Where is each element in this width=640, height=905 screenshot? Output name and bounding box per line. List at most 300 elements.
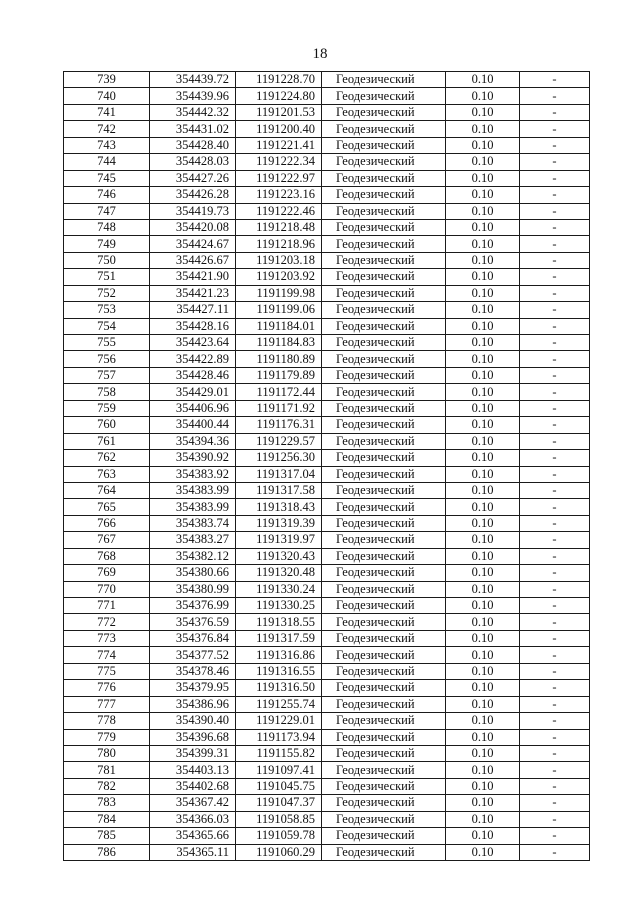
coord-x-cell: 354402.68 bbox=[150, 778, 236, 794]
description-cell: - bbox=[520, 104, 590, 120]
method-cell: Геодезический bbox=[322, 795, 446, 811]
accuracy-cell: 0.10 bbox=[446, 104, 520, 120]
page-number: 18 bbox=[312, 46, 328, 62]
table-row bbox=[64, 318, 590, 334]
coord-y-cell: 1191203.92 bbox=[236, 269, 322, 285]
coord-y-cell: 1191224.80 bbox=[236, 88, 322, 104]
coord-x-cell: 354442.32 bbox=[150, 104, 236, 120]
table-row bbox=[64, 351, 590, 367]
coord-y-cell: 1191060.29 bbox=[236, 844, 322, 860]
point-number-cell: 781 bbox=[64, 762, 150, 778]
coord-x-cell: 354419.73 bbox=[150, 203, 236, 219]
accuracy-cell: 0.10 bbox=[446, 598, 520, 614]
description-cell: - bbox=[520, 482, 590, 498]
method-cell: Геодезический bbox=[322, 335, 446, 351]
point-number-cell: 774 bbox=[64, 647, 150, 663]
table-row bbox=[64, 696, 590, 712]
description-cell: - bbox=[520, 335, 590, 351]
description-cell: - bbox=[520, 236, 590, 252]
table-row bbox=[64, 663, 590, 679]
coord-y-cell: 1191317.58 bbox=[236, 482, 322, 498]
method-cell: Геодезический bbox=[322, 515, 446, 531]
accuracy-cell: 0.10 bbox=[446, 219, 520, 235]
table-row bbox=[64, 72, 590, 88]
coord-y-cell: 1191203.18 bbox=[236, 252, 322, 268]
table-row bbox=[64, 811, 590, 827]
description-cell: - bbox=[520, 417, 590, 433]
method-cell: Геодезический bbox=[322, 154, 446, 170]
method-cell: Геодезический bbox=[322, 219, 446, 235]
coord-x-cell: 354383.92 bbox=[150, 466, 236, 482]
method-cell: Геодезический bbox=[322, 828, 446, 844]
coord-x-cell: 354439.72 bbox=[150, 72, 236, 88]
point-number-cell: 780 bbox=[64, 745, 150, 761]
accuracy-cell: 0.10 bbox=[446, 400, 520, 416]
table-row bbox=[64, 400, 590, 416]
table-row bbox=[64, 417, 590, 433]
table-row bbox=[64, 795, 590, 811]
description-cell: - bbox=[520, 762, 590, 778]
coord-y-cell: 1191229.01 bbox=[236, 713, 322, 729]
coord-x-cell: 354426.28 bbox=[150, 187, 236, 203]
coord-y-cell: 1191200.40 bbox=[236, 121, 322, 137]
method-cell: Геодезический bbox=[322, 680, 446, 696]
table-row bbox=[64, 219, 590, 235]
method-cell: Геодезический bbox=[322, 630, 446, 646]
method-cell: Геодезический bbox=[322, 844, 446, 860]
accuracy-cell: 0.10 bbox=[446, 778, 520, 794]
coord-y-cell: 1191097.41 bbox=[236, 762, 322, 778]
point-number-cell: 749 bbox=[64, 236, 150, 252]
method-cell: Геодезический bbox=[322, 302, 446, 318]
table-row bbox=[64, 104, 590, 120]
coord-x-cell: 354378.46 bbox=[150, 663, 236, 679]
table-row bbox=[64, 828, 590, 844]
accuracy-cell: 0.10 bbox=[446, 187, 520, 203]
point-number-cell: 765 bbox=[64, 499, 150, 515]
point-number-cell: 742 bbox=[64, 121, 150, 137]
point-number-cell: 753 bbox=[64, 302, 150, 318]
method-cell: Геодезический bbox=[322, 384, 446, 400]
table-row bbox=[64, 433, 590, 449]
description-cell: - bbox=[520, 548, 590, 564]
coord-x-cell: 354380.66 bbox=[150, 565, 236, 581]
table-row bbox=[64, 515, 590, 531]
table-row bbox=[64, 121, 590, 137]
table-row bbox=[64, 269, 590, 285]
table-row bbox=[64, 367, 590, 383]
coord-x-cell: 354421.23 bbox=[150, 285, 236, 301]
coord-x-cell: 354428.03 bbox=[150, 154, 236, 170]
description-cell: - bbox=[520, 269, 590, 285]
method-cell: Геодезический bbox=[322, 137, 446, 153]
coord-x-cell: 354429.01 bbox=[150, 384, 236, 400]
method-cell: Геодезический bbox=[322, 450, 446, 466]
description-cell: - bbox=[520, 170, 590, 186]
coord-y-cell: 1191256.30 bbox=[236, 450, 322, 466]
table-row bbox=[64, 581, 590, 597]
accuracy-cell: 0.10 bbox=[446, 72, 520, 88]
coord-y-cell: 1191199.06 bbox=[236, 302, 322, 318]
description-cell: - bbox=[520, 499, 590, 515]
coord-x-cell: 354376.99 bbox=[150, 598, 236, 614]
description-cell: - bbox=[520, 844, 590, 860]
coord-x-cell: 354383.27 bbox=[150, 532, 236, 548]
table-row bbox=[64, 203, 590, 219]
coord-y-cell: 1191317.04 bbox=[236, 466, 322, 482]
point-number-cell: 777 bbox=[64, 696, 150, 712]
table-row bbox=[64, 252, 590, 268]
coord-y-cell: 1191316.55 bbox=[236, 663, 322, 679]
method-cell: Геодезический bbox=[322, 88, 446, 104]
method-cell: Геодезический bbox=[322, 203, 446, 219]
point-number-cell: 782 bbox=[64, 778, 150, 794]
coord-x-cell: 354390.92 bbox=[150, 450, 236, 466]
coord-x-cell: 354365.66 bbox=[150, 828, 236, 844]
table-row bbox=[64, 236, 590, 252]
point-number-cell: 760 bbox=[64, 417, 150, 433]
table-row bbox=[64, 647, 590, 663]
accuracy-cell: 0.10 bbox=[446, 154, 520, 170]
description-cell: - bbox=[520, 433, 590, 449]
description-cell: - bbox=[520, 811, 590, 827]
point-number-cell: 770 bbox=[64, 581, 150, 597]
description-cell: - bbox=[520, 154, 590, 170]
method-cell: Геодезический bbox=[322, 663, 446, 679]
coord-y-cell: 1191319.39 bbox=[236, 515, 322, 531]
method-cell: Геодезический bbox=[322, 187, 446, 203]
accuracy-cell: 0.10 bbox=[446, 88, 520, 104]
point-number-cell: 762 bbox=[64, 450, 150, 466]
accuracy-cell: 0.10 bbox=[446, 844, 520, 860]
point-number-cell: 771 bbox=[64, 598, 150, 614]
accuracy-cell: 0.10 bbox=[446, 351, 520, 367]
method-cell: Геодезический bbox=[322, 285, 446, 301]
coord-y-cell: 1191180.89 bbox=[236, 351, 322, 367]
accuracy-cell: 0.10 bbox=[446, 170, 520, 186]
point-number-cell: 745 bbox=[64, 170, 150, 186]
description-cell: - bbox=[520, 88, 590, 104]
coord-y-cell: 1191318.43 bbox=[236, 499, 322, 515]
coord-y-cell: 1191223.16 bbox=[236, 187, 322, 203]
accuracy-cell: 0.10 bbox=[446, 811, 520, 827]
coord-y-cell: 1191172.44 bbox=[236, 384, 322, 400]
description-cell: - bbox=[520, 565, 590, 581]
description-cell: - bbox=[520, 713, 590, 729]
accuracy-cell: 0.10 bbox=[446, 121, 520, 137]
coord-x-cell: 354366.03 bbox=[150, 811, 236, 827]
method-cell: Геодезический bbox=[322, 351, 446, 367]
coord-y-cell: 1191184.01 bbox=[236, 318, 322, 334]
method-cell: Геодезический bbox=[322, 811, 446, 827]
point-number-cell: 772 bbox=[64, 614, 150, 630]
coord-x-cell: 354390.40 bbox=[150, 713, 236, 729]
accuracy-cell: 0.10 bbox=[446, 433, 520, 449]
table-row bbox=[64, 713, 590, 729]
method-cell: Геодезический bbox=[322, 433, 446, 449]
point-number-cell: 766 bbox=[64, 515, 150, 531]
point-number-cell: 751 bbox=[64, 269, 150, 285]
accuracy-cell: 0.10 bbox=[446, 269, 520, 285]
table-row bbox=[64, 482, 590, 498]
description-cell: - bbox=[520, 515, 590, 531]
table-body bbox=[64, 72, 590, 861]
coord-x-cell: 354421.90 bbox=[150, 269, 236, 285]
coord-y-cell: 1191171.92 bbox=[236, 400, 322, 416]
description-cell: - bbox=[520, 72, 590, 88]
method-cell: Геодезический bbox=[322, 565, 446, 581]
accuracy-cell: 0.10 bbox=[446, 482, 520, 498]
coord-y-cell: 1191255.74 bbox=[236, 696, 322, 712]
table-row bbox=[64, 614, 590, 630]
coord-y-cell: 1191199.98 bbox=[236, 285, 322, 301]
accuracy-cell: 0.10 bbox=[446, 745, 520, 761]
coord-y-cell: 1191320.43 bbox=[236, 548, 322, 564]
table-row bbox=[64, 302, 590, 318]
accuracy-cell: 0.10 bbox=[446, 236, 520, 252]
coord-y-cell: 1191228.70 bbox=[236, 72, 322, 88]
accuracy-cell: 0.10 bbox=[446, 696, 520, 712]
method-cell: Геодезический bbox=[322, 532, 446, 548]
table-row bbox=[64, 187, 590, 203]
coord-x-cell: 354386.96 bbox=[150, 696, 236, 712]
description-cell: - bbox=[520, 532, 590, 548]
coord-y-cell: 1191176.31 bbox=[236, 417, 322, 433]
accuracy-cell: 0.10 bbox=[446, 828, 520, 844]
coord-x-cell: 354367.42 bbox=[150, 795, 236, 811]
accuracy-cell: 0.10 bbox=[446, 367, 520, 383]
method-cell: Геодезический bbox=[322, 400, 446, 416]
table-row bbox=[64, 565, 590, 581]
point-number-cell: 758 bbox=[64, 384, 150, 400]
description-cell: - bbox=[520, 466, 590, 482]
method-cell: Геодезический bbox=[322, 269, 446, 285]
accuracy-cell: 0.10 bbox=[446, 762, 520, 778]
coordinates-table bbox=[63, 71, 590, 861]
description-cell: - bbox=[520, 367, 590, 383]
method-cell: Геодезический bbox=[322, 745, 446, 761]
method-cell: Геодезический bbox=[322, 236, 446, 252]
description-cell: - bbox=[520, 680, 590, 696]
method-cell: Геодезический bbox=[322, 762, 446, 778]
coord-x-cell: 354377.52 bbox=[150, 647, 236, 663]
accuracy-cell: 0.10 bbox=[446, 318, 520, 334]
point-number-cell: 775 bbox=[64, 663, 150, 679]
accuracy-cell: 0.10 bbox=[446, 203, 520, 219]
method-cell: Геодезический bbox=[322, 367, 446, 383]
point-number-cell: 743 bbox=[64, 137, 150, 153]
coord-y-cell: 1191155.82 bbox=[236, 745, 322, 761]
table-row bbox=[64, 170, 590, 186]
description-cell: - bbox=[520, 252, 590, 268]
coord-x-cell: 354439.96 bbox=[150, 88, 236, 104]
point-number-cell: 778 bbox=[64, 713, 150, 729]
coord-y-cell: 1191179.89 bbox=[236, 367, 322, 383]
coord-x-cell: 354383.99 bbox=[150, 499, 236, 515]
point-number-cell: 744 bbox=[64, 154, 150, 170]
method-cell: Геодезический bbox=[322, 729, 446, 745]
coord-x-cell: 354427.11 bbox=[150, 302, 236, 318]
coord-y-cell: 1191173.94 bbox=[236, 729, 322, 745]
table-row bbox=[64, 729, 590, 745]
accuracy-cell: 0.10 bbox=[446, 713, 520, 729]
point-number-cell: 769 bbox=[64, 565, 150, 581]
accuracy-cell: 0.10 bbox=[446, 680, 520, 696]
coord-x-cell: 354376.84 bbox=[150, 630, 236, 646]
table-row bbox=[64, 680, 590, 696]
coord-y-cell: 1191222.34 bbox=[236, 154, 322, 170]
description-cell: - bbox=[520, 285, 590, 301]
table-row bbox=[64, 745, 590, 761]
point-number-cell: 756 bbox=[64, 351, 150, 367]
accuracy-cell: 0.10 bbox=[446, 729, 520, 745]
table-row bbox=[64, 384, 590, 400]
description-cell: - bbox=[520, 778, 590, 794]
table-row bbox=[64, 630, 590, 646]
description-cell: - bbox=[520, 351, 590, 367]
table-row bbox=[64, 88, 590, 104]
coord-x-cell: 354406.96 bbox=[150, 400, 236, 416]
accuracy-cell: 0.10 bbox=[446, 499, 520, 515]
method-cell: Геодезический bbox=[322, 318, 446, 334]
point-number-cell: 739 bbox=[64, 72, 150, 88]
description-cell: - bbox=[520, 581, 590, 597]
coord-y-cell: 1191229.57 bbox=[236, 433, 322, 449]
coord-y-cell: 1191330.25 bbox=[236, 598, 322, 614]
table-row bbox=[64, 335, 590, 351]
point-number-cell: 785 bbox=[64, 828, 150, 844]
coord-x-cell: 354399.31 bbox=[150, 745, 236, 761]
table-row bbox=[64, 548, 590, 564]
coord-y-cell: 1191316.86 bbox=[236, 647, 322, 663]
accuracy-cell: 0.10 bbox=[446, 466, 520, 482]
point-number-cell: 750 bbox=[64, 252, 150, 268]
table-row bbox=[64, 499, 590, 515]
description-cell: - bbox=[520, 450, 590, 466]
coord-x-cell: 354396.68 bbox=[150, 729, 236, 745]
coord-x-cell: 354428.16 bbox=[150, 318, 236, 334]
point-number-cell: 779 bbox=[64, 729, 150, 745]
accuracy-cell: 0.10 bbox=[446, 302, 520, 318]
point-number-cell: 747 bbox=[64, 203, 150, 219]
description-cell: - bbox=[520, 302, 590, 318]
point-number-cell: 748 bbox=[64, 219, 150, 235]
table-row bbox=[64, 154, 590, 170]
coord-y-cell: 1191059.78 bbox=[236, 828, 322, 844]
coord-y-cell: 1191319.97 bbox=[236, 532, 322, 548]
point-number-cell: 741 bbox=[64, 104, 150, 120]
method-cell: Геодезический bbox=[322, 482, 446, 498]
coord-x-cell: 354394.36 bbox=[150, 433, 236, 449]
accuracy-cell: 0.10 bbox=[446, 548, 520, 564]
description-cell: - bbox=[520, 614, 590, 630]
point-number-cell: 755 bbox=[64, 335, 150, 351]
coord-y-cell: 1191316.50 bbox=[236, 680, 322, 696]
coord-y-cell: 1191218.48 bbox=[236, 219, 322, 235]
point-number-cell: 764 bbox=[64, 482, 150, 498]
accuracy-cell: 0.10 bbox=[446, 532, 520, 548]
method-cell: Геодезический bbox=[322, 548, 446, 564]
description-cell: - bbox=[520, 121, 590, 137]
table-row bbox=[64, 778, 590, 794]
method-cell: Геодезический bbox=[322, 104, 446, 120]
coord-x-cell: 354428.46 bbox=[150, 367, 236, 383]
description-cell: - bbox=[520, 630, 590, 646]
coord-y-cell: 1191045.75 bbox=[236, 778, 322, 794]
description-cell: - bbox=[520, 828, 590, 844]
accuracy-cell: 0.10 bbox=[446, 647, 520, 663]
description-cell: - bbox=[520, 647, 590, 663]
description-cell: - bbox=[520, 187, 590, 203]
coord-y-cell: 1191317.59 bbox=[236, 630, 322, 646]
accuracy-cell: 0.10 bbox=[446, 285, 520, 301]
coord-y-cell: 1191047.37 bbox=[236, 795, 322, 811]
accuracy-cell: 0.10 bbox=[446, 335, 520, 351]
description-cell: - bbox=[520, 729, 590, 745]
method-cell: Геодезический bbox=[322, 499, 446, 515]
accuracy-cell: 0.10 bbox=[446, 384, 520, 400]
method-cell: Геодезический bbox=[322, 614, 446, 630]
coord-y-cell: 1191201.53 bbox=[236, 104, 322, 120]
accuracy-cell: 0.10 bbox=[446, 663, 520, 679]
accuracy-cell: 0.10 bbox=[446, 137, 520, 153]
coord-y-cell: 1191184.83 bbox=[236, 335, 322, 351]
method-cell: Геодезический bbox=[322, 696, 446, 712]
point-number-cell: 767 bbox=[64, 532, 150, 548]
method-cell: Геодезический bbox=[322, 647, 446, 663]
point-number-cell: 752 bbox=[64, 285, 150, 301]
coord-x-cell: 354382.12 bbox=[150, 548, 236, 564]
coord-y-cell: 1191320.48 bbox=[236, 565, 322, 581]
coord-x-cell: 354428.40 bbox=[150, 137, 236, 153]
table-row bbox=[64, 466, 590, 482]
accuracy-cell: 0.10 bbox=[446, 565, 520, 581]
coord-x-cell: 354422.89 bbox=[150, 351, 236, 367]
table-row bbox=[64, 762, 590, 778]
method-cell: Геодезический bbox=[322, 417, 446, 433]
description-cell: - bbox=[520, 384, 590, 400]
accuracy-cell: 0.10 bbox=[446, 581, 520, 597]
coord-x-cell: 354403.13 bbox=[150, 762, 236, 778]
coord-x-cell: 354380.99 bbox=[150, 581, 236, 597]
point-number-cell: 746 bbox=[64, 187, 150, 203]
coord-x-cell: 354376.59 bbox=[150, 614, 236, 630]
table-row bbox=[64, 450, 590, 466]
description-cell: - bbox=[520, 795, 590, 811]
coord-y-cell: 1191330.24 bbox=[236, 581, 322, 597]
method-cell: Геодезический bbox=[322, 581, 446, 597]
accuracy-cell: 0.10 bbox=[446, 417, 520, 433]
coord-x-cell: 354379.95 bbox=[150, 680, 236, 696]
table-row bbox=[64, 532, 590, 548]
description-cell: - bbox=[520, 219, 590, 235]
coord-x-cell: 354383.99 bbox=[150, 482, 236, 498]
description-cell: - bbox=[520, 318, 590, 334]
coord-y-cell: 1191221.41 bbox=[236, 137, 322, 153]
description-cell: - bbox=[520, 203, 590, 219]
coord-x-cell: 354400.44 bbox=[150, 417, 236, 433]
point-number-cell: 776 bbox=[64, 680, 150, 696]
description-cell: - bbox=[520, 745, 590, 761]
description-cell: - bbox=[520, 598, 590, 614]
description-cell: - bbox=[520, 696, 590, 712]
point-number-cell: 759 bbox=[64, 400, 150, 416]
point-number-cell: 768 bbox=[64, 548, 150, 564]
point-number-cell: 784 bbox=[64, 811, 150, 827]
accuracy-cell: 0.10 bbox=[446, 614, 520, 630]
accuracy-cell: 0.10 bbox=[446, 630, 520, 646]
coord-x-cell: 354431.02 bbox=[150, 121, 236, 137]
